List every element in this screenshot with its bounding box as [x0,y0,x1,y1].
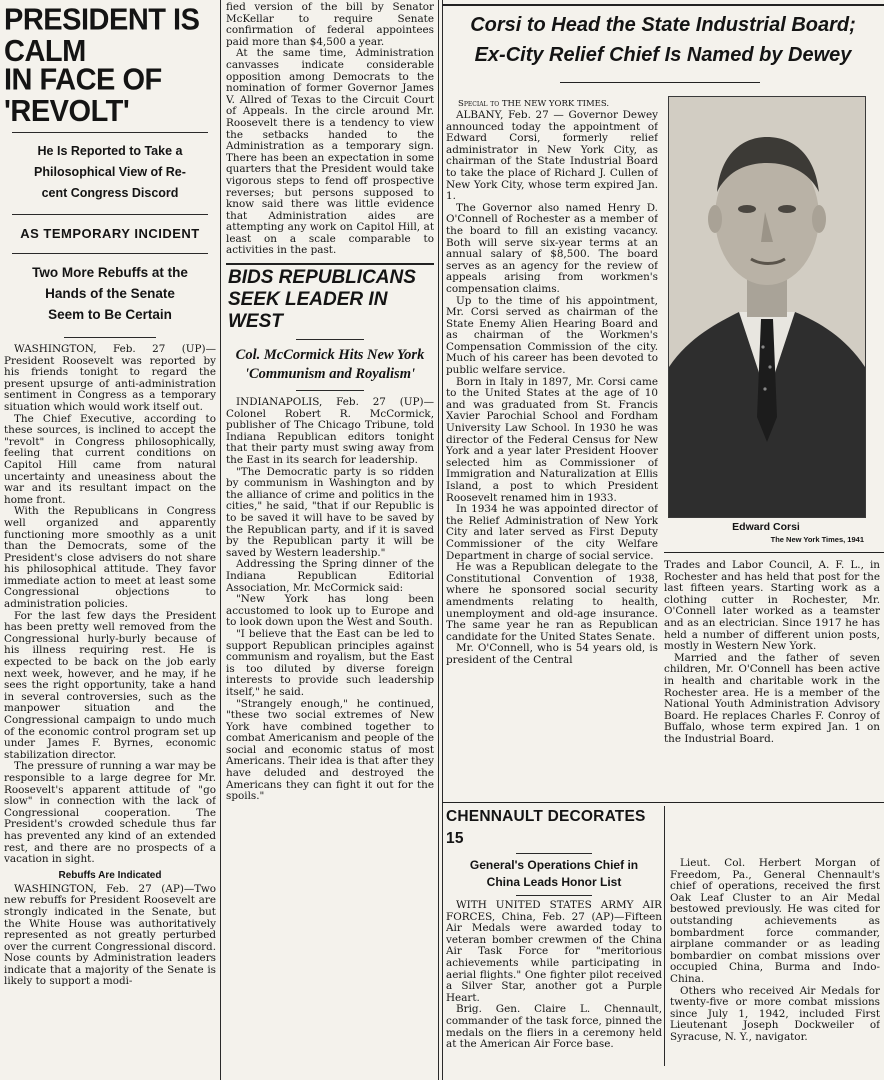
deck-line: Philosophical View of Re- [34,165,186,179]
column-rule-3 [442,0,443,1080]
paragraph: Married and the father of seven children, Mr. O'Connell has been active in health and charitable work in the Rochester area. He is a member of the National Youth Administration Advisory Board. He replaces Charles F. Conroy of Buffalo, whose term expired Jan. 1 on the Industrial Board. [664,651,880,745]
deck-line: General's Operations Chief in [469,858,639,872]
headline-line: PRESIDENT IS CALM [4,3,200,69]
paragraph: Mr. O'Connell, who is 54 years old, is president of the Central [446,642,658,666]
photo-caption [668,520,864,545]
deck-line: 'Communism and Royalism' [244,366,415,383]
column-rule-2 [438,0,439,1080]
paragraph: Up to the time of his appointment, Mr. Corsi served as chairman of the State Enemy Alien Hearing Board and as chairman of the Workmen's Compensation Commission of the city. Much of his career has been devoted to public welfare service. [446,294,658,377]
deck-line: Two More Rebuffs at the [32,265,188,280]
deck-line: Hands of the Senate [45,286,175,301]
column-rule-1 [220,0,221,1080]
paragraph: He was a Republican delegate to the Constitutional Convention of 1938, where he sponsored social security amendments relating to health, unemployment and old-age insurance. The same year he ran as Republican candidate for the United States Senate. [446,561,658,643]
dateline: Special to THE NEW YORK TIMES. [458,99,610,109]
paragraph: Addressing the Spring dinner of the Indiana Republican Editorial Association, Mr. McCormick said: [226,558,434,594]
paragraph: ALBANY, Feb. 27 — Governor Dewey announced today the appointment of Edward Corsi, formerly relief administrator in New York City, as chairman of the State Industrial Board to take the place of Richard J. Cullen of New York City, whose term expired Jan. 1. [446,109,658,203]
subhead-rebuffs: Rebuffs Are Indicated [58,869,162,881]
paragraph: "New York has long been accustomed to look up to Europe and to look down upon the West and South. [226,593,434,629]
deck-line: China Leads Honor List [486,875,622,889]
left-column [4,2,216,1078]
left-article-body [4,344,216,866]
caption-name: Edward Corsi [732,521,800,533]
corsi-headline [446,10,880,80]
left-deck-1 [4,139,216,208]
middle-headline [226,267,434,333]
corsi-headline-rule [560,82,760,83]
headline-line: Ex-City Relief Chief Is Named by Dewey [474,44,852,66]
paragraph: WITH UNITED STATES ARMY AIR FORCES, China, Feb. 27 (AP)—Fifteen Air Medals were awarded today to veteran bomber crewmen of the China Air Task Force for "meritorious achievements while participating in aerial flights." One fighter pilot received a Silver Star, another got a Purple Heart. [446,899,662,1004]
caption-credit: The New York Times, 1941 [770,535,864,544]
photo-bottom-rule [664,552,884,553]
deck-line: Seem to Be Certain [48,307,172,322]
headline-line: SEEK LEADER IN WEST [228,289,388,333]
paragraph: Trades and Labor Council, A. F. L., in Rochester and has held that post for the last fifteen years. Starting work as a clothing cutter in Rochester, Mr. O'Connell later worked as a teamster and as an electrician. Since 1917 he has held a number of different union posts, mostly in Western New York. [664,560,880,653]
paragraph: Others who received Air Medals for twenty-five or more combat missions since July 1, 1942, included First Lieutenant Joseph Dockweiler of Syracuse, N. Y., navigator. [670,984,880,1043]
deck-line: cent Congress Discord [41,186,179,200]
chennault-deck [446,857,662,891]
paragraph: The pressure of running a war may be responsible to a large degree for Mr. Roosevelt's apparent attitude of "go slow" in connection with the lack of Congressional cooperation. The President's crowded schedule thus far has prevented any kind of an extended rest, and there are no prospects of a vacation in sight. [4,760,216,866]
paragraph: Born in Italy in 1897, Mr. Corsi came to the United States at the age of 10 and was graduated from St. Francis Xavier Parochial School and Fordham University Law School. In 1930 he was director of the Federal Census for New York and a year later President Hoover selected him as Commissioner of Immigration and Naturalization at Ellis Island, a post to which President Roosevelt renamed him in 1933. [446,375,658,504]
chennault-article-right [670,858,880,1078]
paragraph: Lieut. Col. Herbert Morgan of Freedom, Pa., General Chennault's chief of operations, received the first Oak Leaf Cluster to an Air Medal bestowed previously. He was cited for outstanding achievements as bombardment force commander, airplane commander or as leading bombardier on combat missions over occupied China, Burma and Indo-China. [670,858,880,985]
chennault-article [446,806,662,1078]
left-deck-3 [4,260,216,331]
paragraph: For the last few days the President has been pretty well removed from the Congressional hurly-burly because of his illness requiring rest. He is expected to be back on the job early next week, however, and he may, if he sees the right opportunity, take a hand in several controversies, such as the manpower situation and the Congressional campaign to undo much of the economic control program set up under James F. Byrnes, economic stabilization director. [4,609,216,761]
paragraph: Brig. Gen. Claire L. Chennault, commander of the task force, pinned the medals on the fliers in a ceremony held at the American Air Force base. [446,1003,662,1051]
headline-line: IN FACE OF 'REVOLT' [4,63,162,129]
headline-line: BIDS REPUBLICANS [228,267,416,289]
corsi-article [446,98,658,802]
paragraph: The Chief Executive, according to these sources, is inclined to accept the "revolt" in Congress philosophically, feeling that current conditions on Capitol Hill came from natural uncertainty and uneasiness about the war and its resultant impact on the home front. [4,412,216,506]
paragraph: With the Republicans in Congress well organized and apparently functioning more smoothly as a unit than the Democrats, some of the President's close advisers do not share his philosophical attitude. They favor immediate action to meet at least some Congressional objections to administration policies. [4,505,216,611]
chennault-headline: CHENNAULT DECORATES 15 [446,808,646,847]
portrait-photo [668,96,866,518]
chennault-box-rule [442,802,884,803]
paragraph: In 1934 he was appointed director of the Relief Administration of New York City and later served as First Deputy Commissioner of the city Welfare Department in charge of social service. [446,503,658,562]
paragraph: "Strangely enough," he continued, "these two social extremes of New York have combined together to combat Americanism and people of the social and economic status of most Americans. Their idea is that after they have deluded and destroyed the Americans they can fight it out for the spoils." [226,697,434,803]
left-deck-2: AS TEMPORARY INCIDENT [20,226,200,241]
paragraph: The Governor also named Henry D. O'Connell of Rochester as a member of the board to fill an existing vacancy. Both will serve six-year terms at an annual salary of $8,500. The board serves as an agency for the review of appeals arising from workmen's compensation claims. [446,201,658,295]
paragraph: "I believe that the East can be led to support Republican principles against communism and royalism, but the East is too diluted by diverse foreign interests to provide such leadership itself," he said. [226,627,434,698]
deck-line: He Is Reported to Take a [37,144,183,158]
right-top-rule [442,4,884,6]
paragraph: WASHINGTON, Feb. 27 (UP)—President Roosevelt was reported by his friends tonight to regard the present upsurge of anti-administration sentiment in Congress as a temporary situation which would work itself out. [4,343,216,413]
middle-deck [226,346,434,384]
oconnell-continued [664,560,880,800]
portrait-illustration [669,97,865,517]
paragraph: INDIANAPOLIS, Feb. 27 (UP)—Colonel Robert R. McCormick, publisher of The Chicago Tribune, told Indiana Republican editors tonight that their party must swing away from the East in its search for leadership. [226,396,434,467]
paragraph: At the same time, Administration canvasses indicate considerable opposition among Democrats to the nomination of former Governor James V. Allred of Texas to the Circuit Court of Appeals. In the circle around Mr. Roosevelt there is a tendency to view the setbacks handed to the Administration as a temporary sign. There has been an expectation in some quarters that the President would take vigorous steps to fend off prospective reverses; but persons supposed to know said there was little evidence that Administration aides are attempting any work on Capitol Hill, at least on a scale comparable to activities in the past. [226,47,434,257]
chennault-divider [664,806,665,1066]
headline-line: Corsi to Head the State Industrial Board; [470,14,856,36]
middle-article-body [226,397,434,803]
paragraph: WASHINGTON, Feb. 27 (AP)—Two new rebuffs for President Roosevelt are strongly indicated in the Senate, but the White House was authoritatively represented as not greatly perturbed over the current Congressional discord. Nose counts by Administration leaders indicate that a majority of the Senate is likely to support a modi- [4,882,216,988]
paragraph: "The Democratic party is so ridden by communism in Washington and by the alliance of crime and politics in the cities," he said, "that if our Republic is to be saved it will have to be saved by the Republican party, and if it is saved by the Republican party it will be saved by Western leadership." [226,465,434,559]
left-headline [4,2,216,129]
middle-column [226,2,434,1078]
deck-line: Col. McCormick Hits New York [235,347,425,364]
middle-top-rule [226,263,434,265]
paragraph: fied version of the bill by Senator McKellar to require Senate confirmation of federal appointees paid more than $4,500 a year. [226,2,434,48]
